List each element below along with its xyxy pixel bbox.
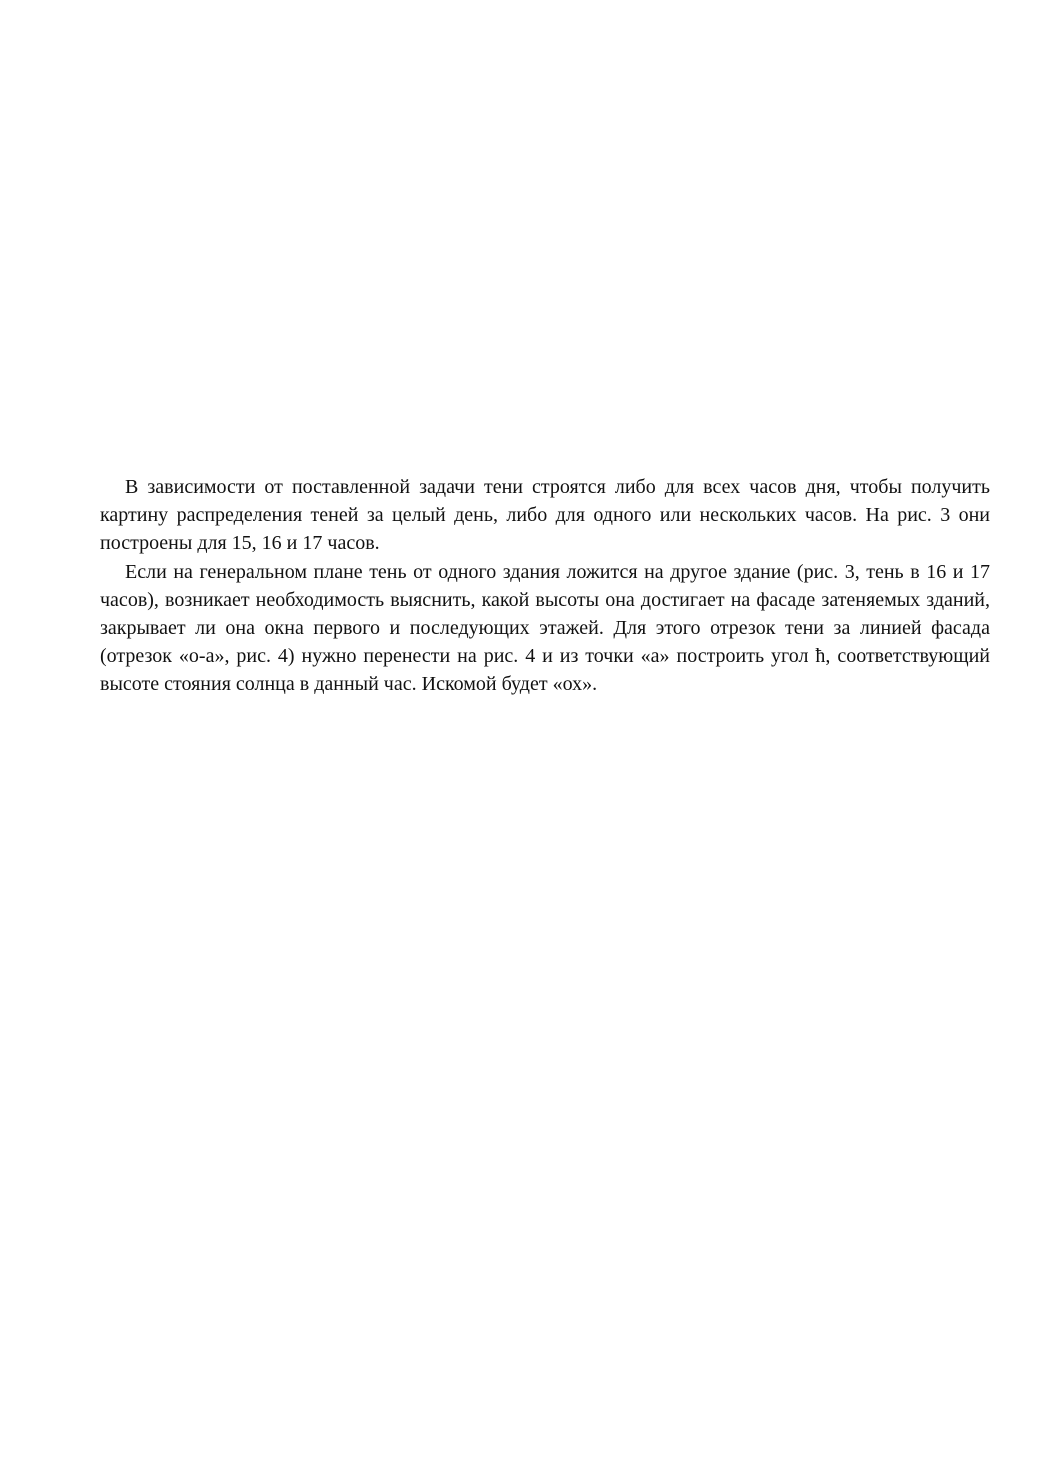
paragraph-1: В зависимости от поставленной задачи тени строятся либо для всех часов дня, чтобы получить картину распределения теней за целый день, либо для одного или нескольких часов. На рис. 3 они построены для 15, 16 и 17 часов.	[100, 476, 990, 555]
paragraph-2: Если на генеральном плане тень от одного здания ложится на другое здание (рис. 3, тень в 16 и 17 часов), возникает необходимость выяснить, какой высоты она достигает на фасаде затеняемых зданий, закрывает ли она окна первого и последующих этажей. Для этого отрезок тени за линией фасада (отрезок «о-а», рис. 4) нужно перенести на рис. 4 и из точки «а» построить угол ħ, соответствующий высоте стояния солнца в данный час. Искомой будет «ох».	[100, 560, 990, 696]
body-text	[100, 473, 990, 699]
